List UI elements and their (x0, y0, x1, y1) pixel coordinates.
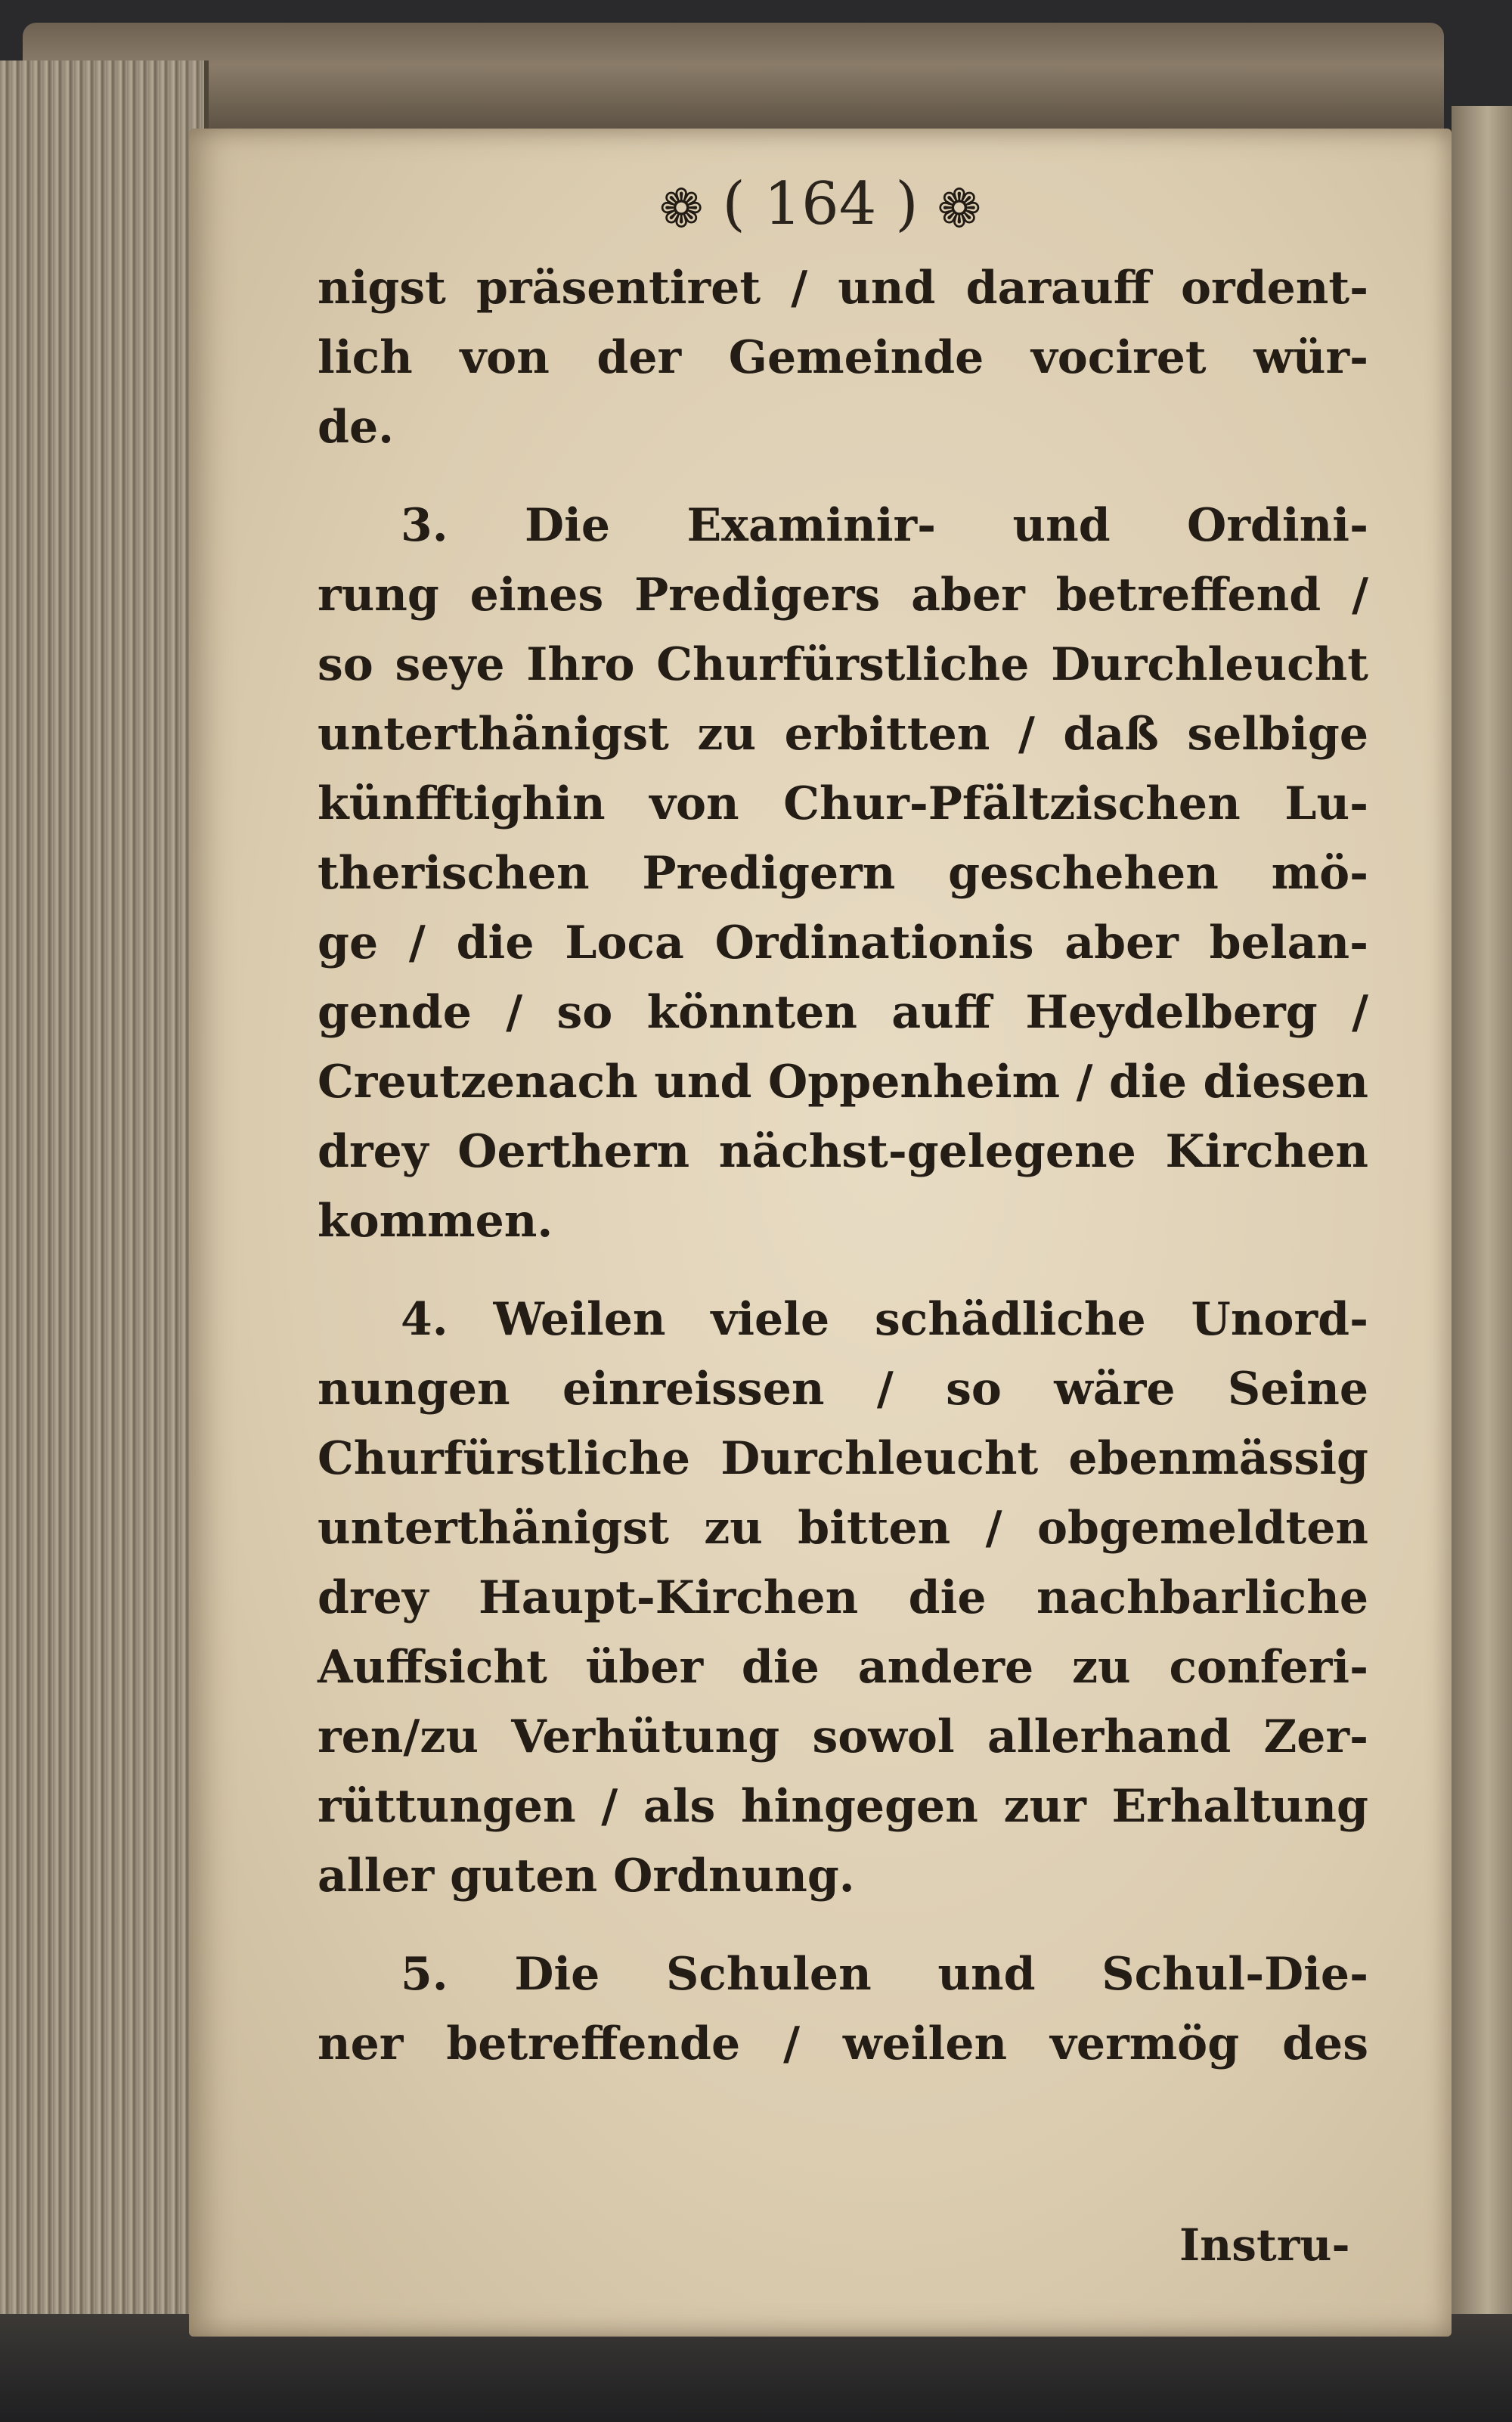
text-line: ner betreffende / weilen vermög des (318, 2017, 1368, 2070)
text-line: therischen Predigern geschehen mö- (318, 847, 1368, 900)
text-line: Auffsicht über die andere zu conferi- (318, 1641, 1368, 1694)
text-line: nungen einreissen / so wäre Seine (318, 1363, 1368, 1416)
text-line: drey Oerthern nächst-gelegene Kirchen (318, 1125, 1368, 1178)
text-line: ren/zu Verhütung sowol allerhand Zer- (318, 1710, 1368, 1763)
flower-ornament-icon: ❁ (937, 177, 982, 240)
text-line: rung eines Predigers aber betreffend / (318, 569, 1368, 622)
flower-ornament-icon: ❁ (658, 177, 704, 240)
facing-page-edge (1452, 106, 1512, 2321)
text-line: 3. Die Examinir- und Ordini- (401, 499, 1368, 552)
text-line: 4. Weilen viele schädliche Unord- (401, 1293, 1368, 1346)
text-line: ge / die Loca Ordinationis aber belan- (318, 916, 1368, 969)
text-line: gende / so könnten auff Heydelberg / (318, 986, 1368, 1039)
text-line: Churfürstliche Durchleucht ebenmässig (318, 1432, 1368, 1485)
page-leaf-edges (0, 60, 209, 2389)
paragraph-gap (318, 462, 1368, 491)
text-line: künfftighin von Chur-Pfältzischen Lu- (318, 777, 1368, 830)
text-line: 5. Die Schulen und Schul-Die- (401, 1948, 1368, 2001)
text-line: nigst präsentiret / und darauff ordent- (318, 262, 1368, 315)
text-line: lich von der Gemeinde vociret wür- (318, 331, 1368, 384)
book-top-edge (23, 23, 1444, 129)
text-line: drey Haupt-Kirchen die nachbarliche (318, 1571, 1368, 1624)
text-line: kommen. (318, 1195, 553, 1248)
paragraph-1 (318, 253, 1368, 462)
page-header (189, 170, 1452, 240)
text-line: aller guten Ordnung. (318, 1850, 855, 1903)
paragraph-gap (318, 1911, 1368, 1940)
paragraph-4 (318, 1940, 1368, 2079)
text-line: so seye Ihro Churfürstliche Durchleucht (318, 638, 1368, 691)
text-line: unterthänigst zu bitten / obgemeldten (318, 1502, 1368, 1555)
text-line: rüttungen / als hingegen zur Erhaltung (318, 1780, 1368, 1833)
text-line: unterthänigst zu erbitten / daß selbige (318, 708, 1368, 761)
book-page (189, 129, 1452, 2337)
catchword: Instru- (1179, 2219, 1350, 2271)
page-number: ( 164 ) (722, 170, 919, 238)
body-text (318, 253, 1368, 2079)
paragraph-2 (318, 491, 1368, 1256)
text-line: Creutzenach und Oppenheim / die diesen (318, 1056, 1368, 1109)
paragraph-gap (318, 1256, 1368, 1285)
text-line: de. (318, 401, 395, 454)
paragraph-3 (318, 1285, 1368, 1911)
